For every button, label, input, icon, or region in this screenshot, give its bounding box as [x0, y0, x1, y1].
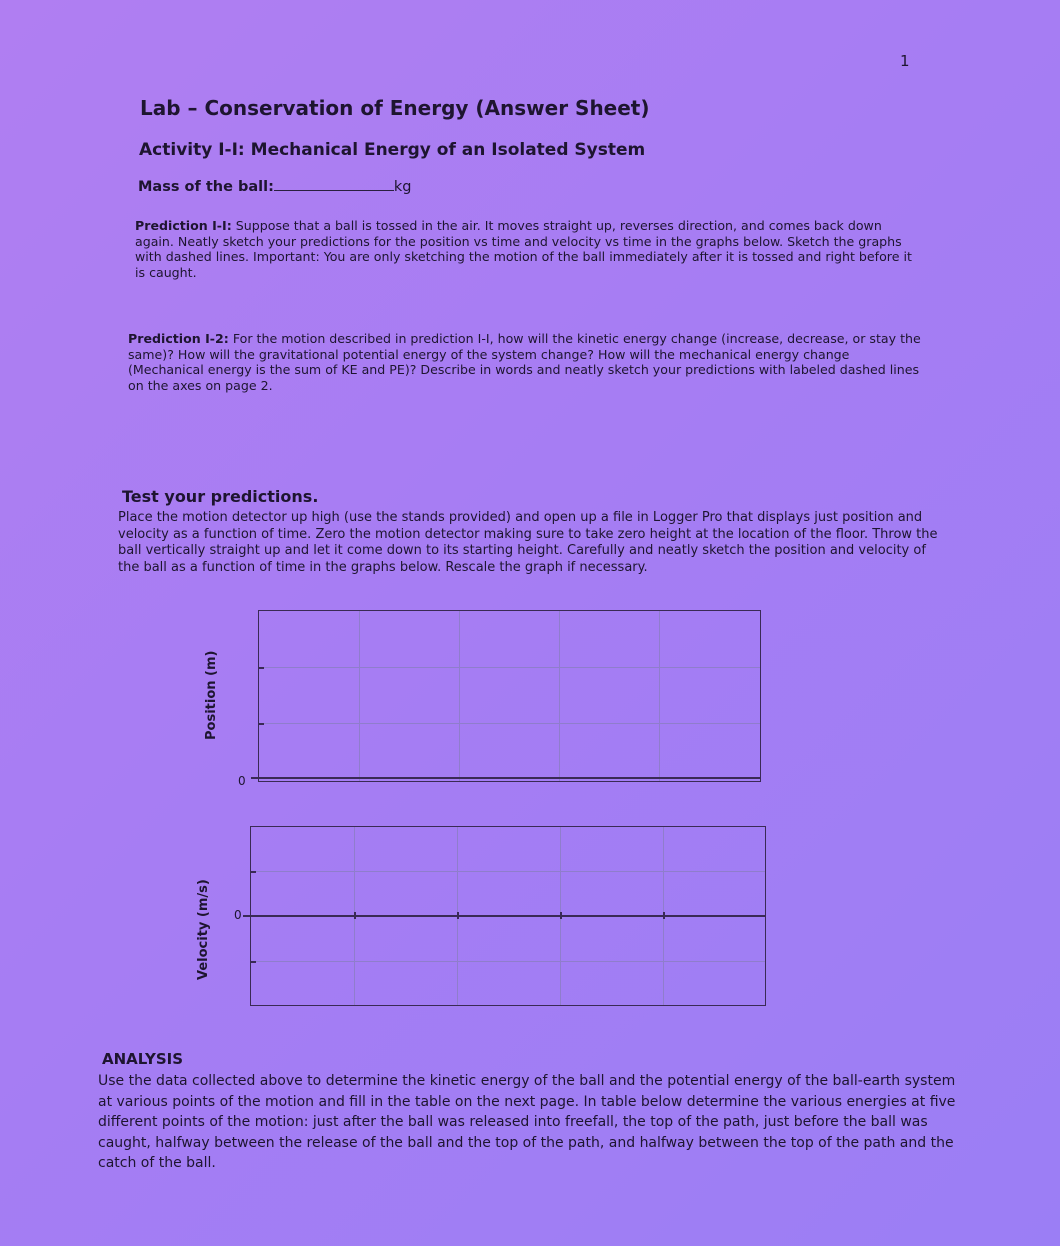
- page-title: Lab – Conservation of Energy (Answer Sheet): [140, 96, 650, 120]
- test-heading: Test your predictions.: [122, 487, 319, 506]
- velocity-graph: [250, 826, 766, 1006]
- velocity-axis-tick: [250, 871, 256, 873]
- analysis-paragraph: Use the data collected above to determine the kinetic energy of the ball and the potential energy of the ball-earth system at various points of the motion and fill in the table on the next page. In table below determine the various energies at five different points of the motion: just after the ball was released into freefall, the top of the path, just before the ball was caught, halfway between the release of the ball and the top of the path, and halfway between the top of the path and the catch of the ball.: [98, 1073, 956, 1171]
- velocity-axis-label: Velocity (m/s): [196, 879, 211, 980]
- position-axis-tick: [258, 667, 264, 669]
- prediction-1-paragraph: [135, 218, 915, 280]
- mass-unit: kg: [393, 179, 412, 195]
- mass-field-row: [138, 176, 412, 195]
- position-axis-label: Position (m): [204, 650, 219, 740]
- position-gridline: [259, 667, 760, 668]
- position-gridline: [559, 611, 560, 781]
- velocity-zero-axis: [243, 915, 765, 917]
- prediction-1-lead: Prediction I-I:: [135, 218, 232, 233]
- velocity-axis-tick: [250, 961, 256, 963]
- velocity-x-tick: [663, 912, 665, 919]
- position-gridline: [259, 723, 760, 724]
- velocity-gridline: [251, 961, 765, 962]
- position-gridline: [659, 611, 660, 781]
- position-axis-tick: [258, 723, 264, 725]
- prediction-1-text: Suppose that a ball is tossed in the air. It moves straight up, reverses direction, and comes back down again. Neatly sketch your predictions for the position vs time and velocity vs time in the graphs below. Sketch the graphs with dashed lines. Important: You are only sketching the motion of the ball immediately after it is tossed and right before it is caught.: [135, 218, 912, 280]
- velocity-x-tick: [457, 912, 459, 919]
- velocity-x-tick: [354, 912, 356, 919]
- prediction-2-text: For the motion described in prediction I-I, how will the kinetic energy change (increase, decrease, or stay the same)? How will the gravitational potential energy of the system change? How will the mechanical energy change (Mechanical energy is the sum of KE and PE)? Describe in words and neatly sketch your predictions with labeled dashed lines on the axes on page 2.: [128, 331, 921, 393]
- position-graph: [258, 610, 761, 782]
- mass-blank-line[interactable]: [274, 176, 394, 191]
- prediction-2-paragraph: [128, 331, 928, 393]
- prediction-2-lead: Prediction I-2:: [128, 331, 229, 346]
- test-paragraph: Place the motion detector up high (use the stands provided) and open up a file in Logger Pro that displays just position and velocity as a function of time. Zero the motion detector making sure to take zero height at the location of the floor. Throw the ball vertically straight up and let it come down to its starting height. Carefully and neatly sketch the position and velocity of the ball as a function of time in the graphs below. Rescale the graph if necessary.: [118, 510, 938, 575]
- mass-label: Mass of the ball:: [138, 179, 274, 195]
- activity-heading: Activity I-I: Mechanical Energy of an Isolated System: [139, 140, 646, 160]
- position-gridline: [359, 611, 360, 781]
- position-zero-label: 0: [238, 774, 246, 788]
- position-gridline: [459, 611, 460, 781]
- velocity-gridline: [251, 871, 765, 872]
- position-zero-axis: [251, 777, 760, 779]
- velocity-zero-label: 0: [234, 908, 242, 922]
- analysis-heading: ANALYSIS: [102, 1050, 184, 1068]
- velocity-x-tick: [560, 912, 562, 919]
- page-number: 1: [900, 52, 910, 70]
